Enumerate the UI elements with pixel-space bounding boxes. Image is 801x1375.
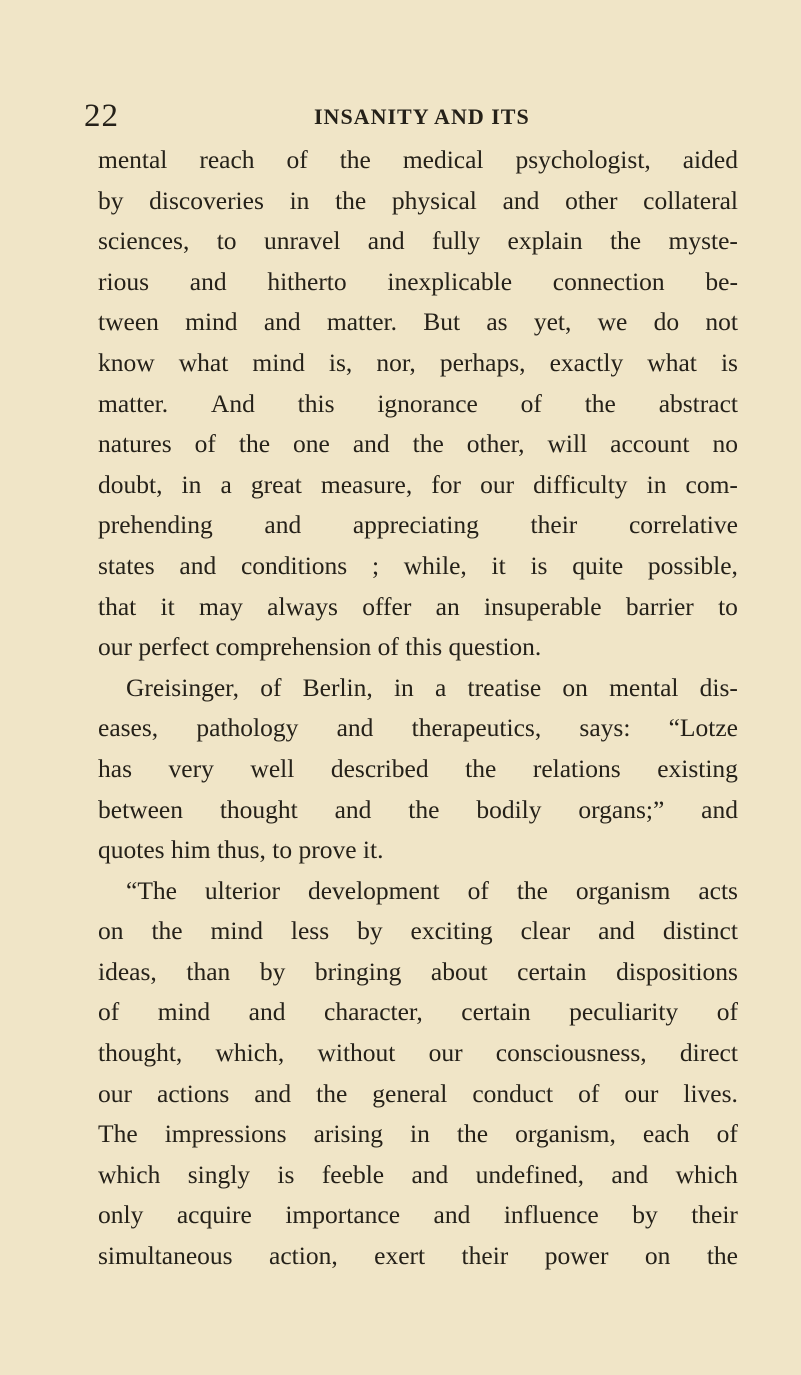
text-line: eases, pathology and therapeutics, says: “Lotze	[98, 713, 738, 743]
text-line: only acquire importance and influence by their	[98, 1200, 738, 1230]
text-line: thought, which, without our consciousness, direct	[98, 1038, 738, 1068]
text-line: prehending and appreciating their correlative	[98, 510, 738, 540]
text-line: doubt, in a great measure, for our difficulty in com-	[98, 469, 738, 499]
text-line: matter. And this ignorance of the abstract	[98, 388, 738, 418]
running-head: INSANITY AND ITS	[314, 104, 530, 129]
text-line: The impressions arising in the organism, each of	[98, 1119, 738, 1149]
text-line: of mind and character, certain peculiarity of	[98, 997, 738, 1027]
text-line: ideas, than by bringing about certain dispositions	[98, 956, 738, 986]
page-number: 22	[84, 98, 119, 134]
text-line: our actions and the general conduct of our lives.	[98, 1078, 738, 1108]
text-line: rious and hitherto inexplicable connection be-	[98, 266, 738, 296]
text-line: sciences, to unravel and fully explain the myste-	[98, 226, 738, 256]
text-line: on the mind less by exciting clear and distinct	[98, 916, 738, 946]
text-line: know what mind is, nor, perhaps, exactly what is	[98, 347, 738, 377]
text-line: mental reach of the medical psychologist, aided	[98, 145, 738, 174]
text-line: states and conditions ; while, it is quite possible,	[98, 550, 738, 580]
text-line: quotes him thus, to prove it.	[98, 835, 384, 865]
text-line: has very well described the relations existing	[98, 753, 738, 783]
text-line: our perfect comprehension of this question.	[98, 632, 542, 662]
text-line: that it may always offer an insuperable barrier to	[98, 591, 738, 621]
text-line: by discoveries in the physical and other collateral	[98, 185, 738, 215]
text-line: which singly is feeble and undefined, and which	[98, 1159, 738, 1189]
text-line: natures of the one and the other, will account no	[98, 429, 738, 459]
page-header	[0, 96, 801, 136]
text-line: “The ulterior development of the organism acts	[126, 875, 738, 905]
text-line: Greisinger, of Berlin, in a treatise on mental dis-	[126, 672, 738, 702]
text-line: between thought and the bodily organs;” and	[98, 794, 738, 824]
text-line: simultaneous action, exert their power on the	[98, 1241, 738, 1271]
text-line: tween mind and matter. But as yet, we do not	[98, 307, 738, 337]
body-text	[98, 140, 738, 1277]
